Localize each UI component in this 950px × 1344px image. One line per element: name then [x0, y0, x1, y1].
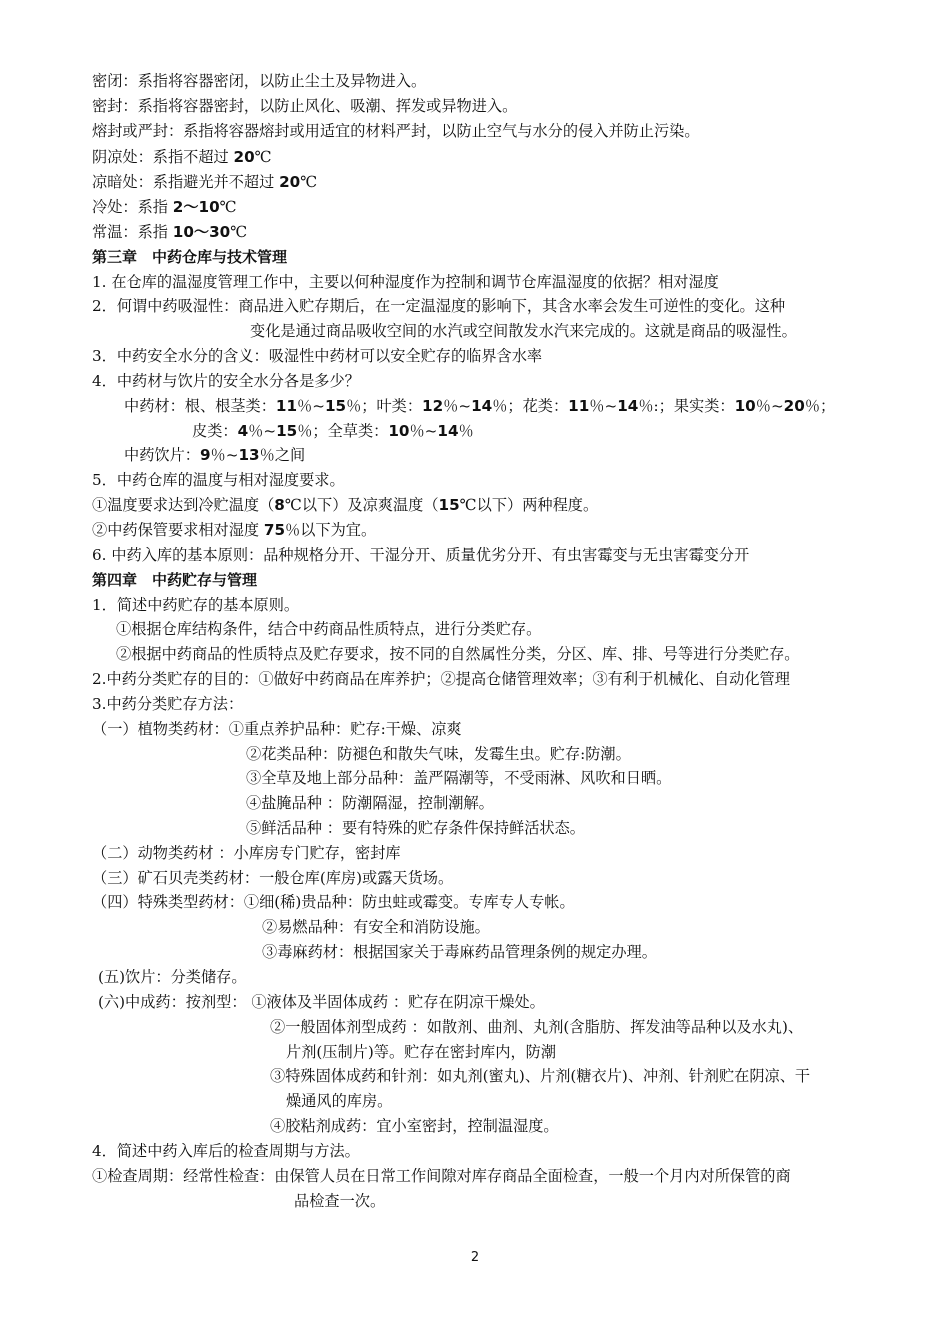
text-line: ①检查周期：经常性检查：由保管人员在日常工作间隙对库存商品全面检查，一般一个月内对所保管的商 [92, 1167, 791, 1185]
text-line: ②花类品种：防褪色和散失气味，发霉生虫。贮存:防潮。 [246, 745, 631, 763]
text-line: 中药饮片：9％~13％之间 [124, 446, 306, 464]
text-line: 1．简述中药贮存的基本原则。 [92, 596, 300, 614]
text-line: ②根据中药商品的性质特点及贮存要求，按不同的自然属性分类，分区、库、排、号等进行分类贮存。 [116, 645, 800, 663]
text-line: 5．中药仓库的温度与相对湿度要求。 [92, 471, 345, 489]
text-line: 冷处：系指 2～10℃ [92, 198, 237, 216]
text-line: ①根据仓库结构条件，结合中药商品性质特点，进行分类贮存。 [116, 620, 542, 638]
text-line: 燥通风的库房。 [286, 1092, 393, 1110]
text-line: （二）动物类药材 ：小库房专门贮存，密封库 [92, 844, 401, 862]
text-line: 1. 在仓库的温湿度管理工作中，主要以何种湿度作为控制和调节仓库温湿度的依据？相对湿度 [92, 273, 719, 291]
text-line: 2．何谓中药吸湿性：商品进入贮存期后，在一定温湿度的影响下，其含水率会发生可逆性的变化。这种 [92, 297, 786, 315]
text-line: 片剂(压制片)等。贮存在密封库内，防潮 [286, 1043, 557, 1061]
text-line: ②一般固体剂型成药 ：如散剂、曲剂、丸剂(含脂肪、挥发油等品种以及水丸)、 [270, 1018, 804, 1036]
text-line: ②中药保管要求相对湿度 75％以下为宜。 [92, 521, 377, 539]
text-line: 中药材：根、根茎类：11％~15％；叶类：12％~14％；花类：11％~14％:；果实类：10％~20％； [124, 397, 836, 415]
text-line: ④胶粘剂成药：宜小室密封，控制温湿度。 [270, 1117, 559, 1135]
text-line: ③毒麻药材：根据国家关于毒麻药品管理条例的规定办理。 [262, 943, 657, 961]
text-line: 变化是通过商品吸收空间的水汽或空间散发水汽来完成的。这就是商品的吸湿性。 [250, 322, 797, 340]
chapter-heading: 第三章 中药仓库与技术管理 [92, 248, 288, 266]
chapter-heading: 第四章 中药贮存与管理 [92, 571, 258, 589]
text-line: 3．中药安全水分的含义：吸湿性中药材可以安全贮存的临界含水率 [92, 347, 543, 365]
text-line: 3.中药分类贮存方法： [92, 695, 244, 713]
text-line: ①温度要求达到冷贮温度（8℃以下）及凉爽温度（15℃以下）两种程度。 [92, 496, 599, 514]
text-line: (六)中成药：按剂型： ①液体及半固体成药 ：贮存在阴凉干燥处。 [98, 993, 545, 1011]
text-line: 熔封或严封：系指将容器熔封或用适宜的材料严封，以防止空气与水分的侵入并防止污染。 [92, 122, 700, 140]
text-line: 4．中药材与饮片的安全水分各是多少？ [92, 372, 360, 390]
text-line: ②易燃品种：有安全和消防设施。 [262, 918, 490, 936]
text-line: 凉暗处：系指避光并不超过 20℃ [92, 173, 318, 191]
text-line: （三）矿石贝壳类药材：一般仓库(库房)或露天货场。 [92, 869, 454, 887]
text-line: 常温：系指 10～30℃ [92, 223, 248, 241]
text-line: ⑤鲜活品种 ：要有特殊的贮存条件保持鲜活状态。 [246, 819, 585, 837]
text-line: 阴凉处：系指不超过 20℃ [92, 148, 272, 166]
text-line: 2.中药分类贮存的目的：①做好中药商品在库养护；②提高仓储管理效率；③有利于机械化、自动化管理 [92, 670, 790, 688]
text-line: 6. 中药入库的基本原则：品种规格分开、干湿分开、质量优劣分开、有虫害霉变与无虫害霉变分开 [92, 546, 750, 564]
text-line: （一）植物类药材：①重点养护品种：贮存:干燥、凉爽 [92, 720, 462, 738]
text-line: 4．简述中药入库后的检查周期与方法。 [92, 1142, 360, 1160]
text-line: ③特殊固体成药和针剂：如丸剂(蜜丸)、片剂(糖衣片)、冲剂、针剂贮在阴凉、干 [270, 1067, 811, 1085]
text-line: 皮类：4％~15％；全草类：10％~14％ [192, 422, 474, 440]
text-line: ③全草及地上部分品种：盖严隔潮等，不受雨淋、风吹和日晒。 [246, 769, 672, 787]
text-line: 密封：系指将容器密封，以防止风化、吸潮、挥发或异物进入。 [92, 97, 518, 115]
page-number: 2 [470, 1250, 480, 1265]
text-line: （四）特殊类型药材：①细(稀)贵品种：防虫蛀或霉变。专库专人专帐。 [92, 893, 575, 911]
text-line: 密闭：系指将容器密闭，以防止尘土及异物进入。 [92, 72, 427, 90]
text-line: ④盐腌品种 ：防潮隔湿，控制潮解。 [246, 794, 494, 812]
text-line: 品检查一次。 [294, 1192, 386, 1210]
text-line: (五)饮片：分类储存。 [98, 968, 247, 986]
